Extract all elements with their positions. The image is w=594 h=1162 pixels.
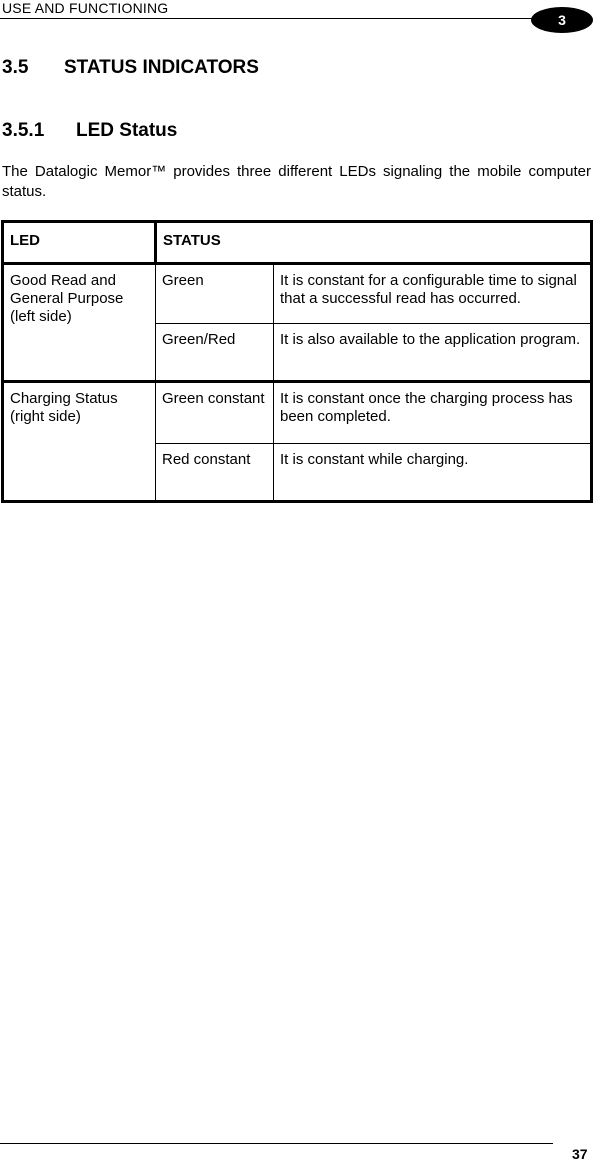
section-heading: [2, 57, 259, 79]
table-row: [3, 382, 592, 444]
led-description-cell: It is also available to the application program.: [274, 324, 592, 382]
led-status-table: [1, 220, 593, 503]
header-status: STATUS: [156, 222, 592, 264]
subsection-number: 3.5.1: [2, 120, 45, 141]
led-description-cell: It is constant once the charging process has been completed.: [274, 382, 592, 444]
chapter-name: USE AND FUNCTIONING: [2, 0, 169, 16]
led-name-cell: Good Read and General Purpose (left side): [3, 264, 156, 382]
header-rule: [0, 18, 540, 19]
table-header-row: [3, 222, 592, 264]
led-description-cell: It is constant for a configurable time to signal that a successful read has occurred.: [274, 264, 592, 324]
led-color-cell: Green constant: [156, 382, 274, 444]
table-row: [3, 264, 592, 324]
section-title: STATUS INDICATORS: [64, 57, 259, 78]
section-number: 3.5: [2, 57, 29, 78]
chapter-number-badge: 3: [531, 7, 593, 33]
led-color-cell: Green/Red: [156, 324, 274, 382]
intro-paragraph: The Datalogic Memor™ provides three different LEDs signaling the mobile computer status.: [2, 163, 591, 200]
page-number: 37: [572, 1146, 588, 1162]
led-color-cell: Red constant: [156, 444, 274, 502]
footer-rule: [0, 1143, 553, 1144]
led-name-cell: Charging Status (right side): [3, 382, 156, 502]
led-color-cell: Green: [156, 264, 274, 324]
header-led: LED: [3, 222, 156, 264]
subsection-heading: [2, 120, 177, 142]
running-header: [0, 0, 594, 40]
led-description-cell: It is constant while charging.: [274, 444, 592, 502]
subsection-title: LED Status: [76, 120, 178, 141]
